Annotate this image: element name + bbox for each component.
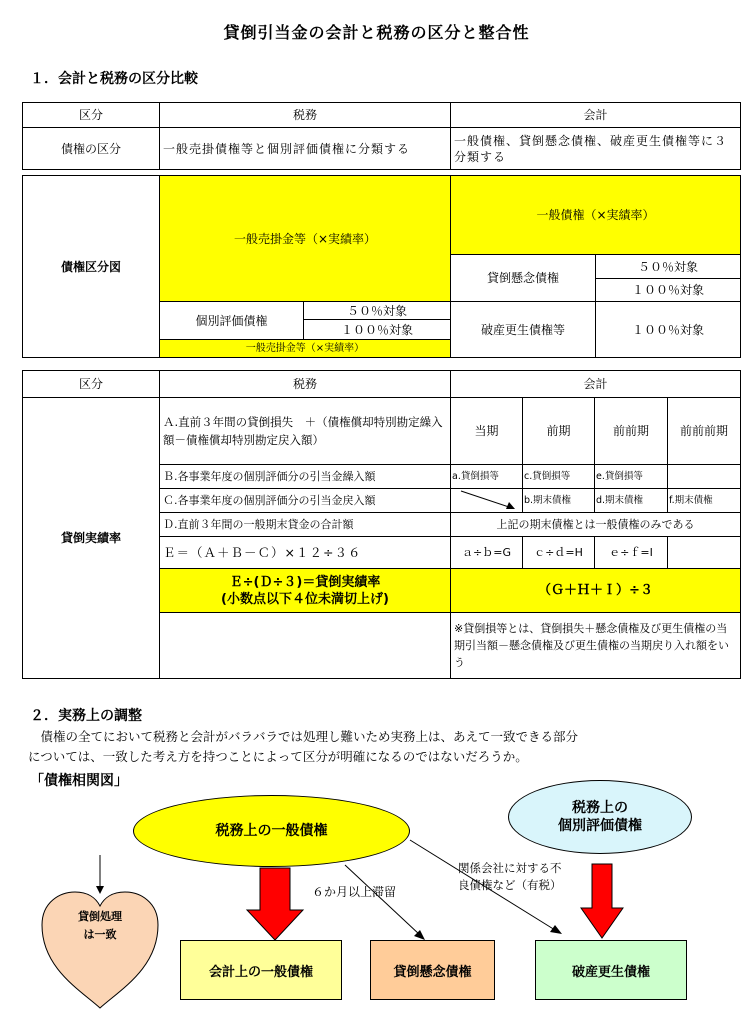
tax-general-receivables: 一般売掛金等（×実績率） (160, 176, 451, 302)
item-d: Ｄ.直前３年間の一般期末貸金の合計額 (160, 513, 451, 537)
item-c: Ｃ.各事業年度の個別評価分の引当金戻入額 (160, 489, 451, 513)
tax-classification: 一般売掛債権等と個別評価債権に分類する (160, 128, 451, 170)
item-b: Ｂ.各事業年度の個別評価分の引当金繰入額 (160, 465, 451, 489)
ratio-label: 貸倒実績率 (23, 398, 160, 679)
box-acc-general: 会計上の一般債権 (180, 940, 342, 1000)
acc-general-receivables: 一般債権（×実績率） (451, 176, 741, 255)
accounting-classification: 一般債権、貸倒懸念債権、破産更生債権等に３分類する (451, 128, 741, 170)
section1-heading: １．会計と税務の区分比較 (30, 71, 198, 87)
tax-pct50: ５０％対象 (304, 302, 451, 320)
calc-h: ｃ÷ｄ=H (523, 537, 595, 569)
acc-doubtful: 貸倒懸念債権 (451, 255, 596, 302)
table-classification-diagram (22, 175, 741, 358)
box-doubtful: 貸倒懸念債権 (370, 940, 495, 1000)
period-prior2: 前前期 (595, 398, 668, 465)
arrow-icon (451, 489, 523, 513)
rd: d.期末債権 (595, 489, 668, 513)
table-comparison (22, 102, 741, 170)
re: e.貸倒損等 (595, 465, 668, 489)
box-bankrupt: 破産更生債権 (535, 940, 687, 1000)
rf: f.期末債権 (668, 489, 741, 513)
item-a: Ａ.直前３年間の貸倒損失 ＋（債権償却特別勘定繰入額－債権償却特別勘定戻入額） (160, 398, 451, 465)
footnote: ※貸倒損等とは、貸倒損失＋懸念債権及び更生債権の当期引当額－懸念債権及び更生債権の当期戻り入れ額をいう (451, 613, 741, 679)
rb: b.期末債権 (523, 489, 595, 513)
acc-formula: （Ｇ＋Ｈ＋Ｉ）÷３ (451, 569, 741, 613)
row-label: 債権の区分 (23, 128, 160, 170)
label-related (458, 860, 562, 894)
ra: a.貸倒損等 (451, 465, 523, 489)
tax-formula-line2: (小数点以下４位未満切上げ) (221, 591, 389, 607)
diagram-label: 債権区分図 (23, 176, 160, 358)
section2-heading: ２．実務上の調整 (30, 708, 142, 724)
item-e: Ｅ＝（Ａ＋Ｂ－Ｃ）×１２÷３６ (160, 537, 451, 569)
tax-pct100: １００％対象 (304, 320, 451, 340)
paragraph-line1: 債権の全てにおいて税務と会計がバラバラでは処理し難いため実務上は、あえて一致できる部分 (28, 729, 579, 744)
ellipse-tax-individual (508, 780, 692, 854)
related-line1: 関係会社に対する不 (458, 861, 562, 875)
page-title: 貸倒引当金の会計と税務の区分と整合性 (223, 23, 530, 42)
period-prior3: 前前前期 (668, 398, 741, 465)
tax-individual-line1: 税務上の (572, 800, 628, 816)
calc-i: ｅ÷ｆ=I (595, 537, 668, 569)
tax-formula (160, 569, 451, 613)
header-kubun: 区分 (23, 103, 160, 128)
tax-individual: 個別評価債権 (160, 302, 304, 340)
period-current: 当期 (451, 398, 523, 465)
heart-text (66, 908, 134, 944)
red-arrow-icon (247, 868, 303, 940)
red-arrow-icon (581, 864, 623, 938)
note-end-receivables: 上記の期末債権とは一般債権のみである (451, 513, 741, 537)
header-zeimu: 税務 (160, 103, 451, 128)
header-kaikei: 会計 (451, 371, 741, 398)
heart-line1: 貸倒処理 (78, 910, 122, 923)
acc-pct50: ５０％対象 (596, 255, 741, 279)
header-zeimu: 税務 (160, 371, 451, 398)
label-six-months: ６か月以上滞留 (312, 885, 397, 899)
header-kaikei: 会計 (451, 103, 741, 128)
acc-pct100: １００％対象 (596, 279, 741, 302)
heart-line2: は一致 (83, 928, 117, 941)
acc-bankrupt-pct: １００％対象 (596, 302, 741, 358)
header-kubun: 区分 (23, 371, 160, 398)
related-line2: 良債権など（有税） (458, 878, 562, 892)
paragraph-line2: については、一致した考え方を持つことによって区分が明確になるのではないだろうか。 (28, 749, 528, 764)
rc: c.貸倒損等 (523, 465, 595, 489)
tax-formula-line1: Ｅ÷(Ｄ÷３)＝貸倒実績率 (229, 574, 381, 590)
tax-individual-line2: 個別評価債権 (558, 818, 642, 834)
calc-g: ａ÷ｂ=G (451, 537, 523, 569)
tax-general-small: 一般売掛金等（×実績率） (160, 340, 451, 358)
table-bad-debt-ratio (22, 370, 741, 679)
acc-bankrupt: 破産更生債権等 (451, 302, 596, 358)
diagram-title: 「債権相関図」 (30, 773, 128, 789)
ellipse-tax-general: 税務上の一般債権 (133, 795, 410, 867)
period-prior: 前期 (523, 398, 595, 465)
